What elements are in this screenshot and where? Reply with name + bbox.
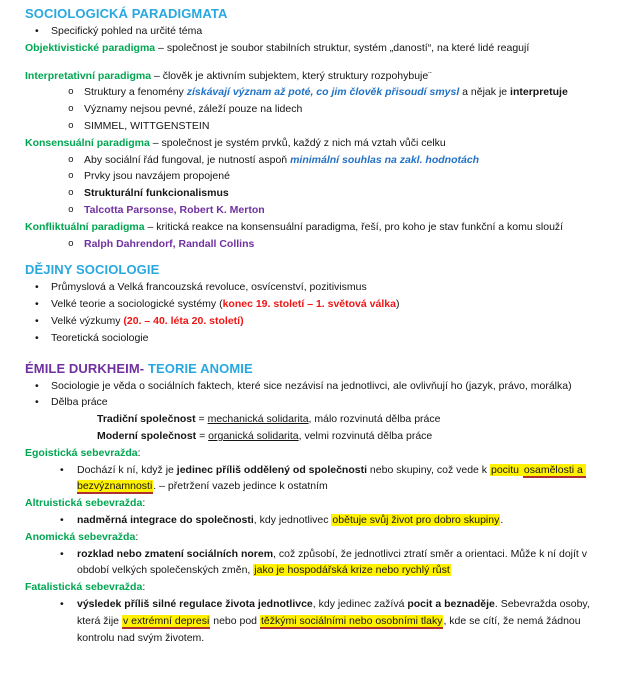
text-run: : (137, 446, 141, 459)
text-run: Dělba práce (51, 396, 108, 409)
bullet-marker-icon: o (68, 153, 74, 165)
text-run: – kritická reakce na konsensuální paradigma, řeší, pro koho je stav funkční a komu slouží (144, 220, 564, 233)
bullet-item (25, 279, 615, 296)
line-text (51, 296, 615, 313)
paragraph (25, 529, 615, 546)
sub-bullet-item (25, 152, 615, 169)
sub-bullet-item (25, 168, 615, 185)
text-run: , kdy jednotlivec (253, 513, 332, 526)
text-run: Sociologie je věda o sociálních faktech, které sice nezávisí na jednotlivci, ale ovlivňují ho (jazyk, právo, morálka) (51, 379, 572, 392)
text-run: Anomická sebevražda (25, 530, 136, 543)
text-run: , málo rozvinutá dělba práce (308, 413, 441, 426)
line-text (84, 185, 615, 202)
text-run: SIMMEL, WITTGENSTEIN (84, 119, 210, 132)
text-run: organická solidarita (208, 429, 299, 442)
text-run: výsledek příliš silné regulace života jednotlivce (77, 597, 313, 610)
text-run: . (500, 513, 504, 526)
line-text (51, 23, 615, 40)
paragraph (25, 219, 615, 236)
text-run: jako je hospodářská krize nebo rychlý růst (254, 564, 450, 577)
paragraph (25, 135, 615, 152)
bullet-marker-icon: • (60, 463, 64, 476)
bullet-marker-icon: o (68, 170, 74, 182)
line-text (84, 202, 615, 219)
indented-line (25, 411, 615, 428)
spacer (25, 57, 615, 68)
text-run: Konsensuální paradigma (25, 136, 150, 149)
bullet-item (25, 23, 615, 40)
text-run: nebo pod (210, 614, 260, 627)
sub-bullet-item (25, 185, 615, 202)
line-text (77, 596, 615, 646)
text-run: Struktury a fenomény (84, 86, 187, 99)
text-run: mechanická solidarita (207, 413, 309, 426)
text-run: konec 19. století – 1. světová válka (222, 298, 396, 311)
text-run: Specifický pohled na určité téma (51, 25, 203, 37)
text-run: Aby sociální řád fungoval, je nutností aspoň (84, 153, 291, 166)
sub-bullet-item (25, 118, 615, 135)
bullet-marker-icon: o (68, 237, 74, 249)
bullet-marker-icon: • (35, 379, 39, 392)
bullet-item (25, 378, 615, 395)
sub-bullet-item (25, 236, 615, 253)
line-text (77, 512, 615, 529)
text-run: SOCIOLOGICKÁ PARADIGMATA (25, 6, 228, 21)
line-text (51, 330, 615, 347)
text-run: a nějak je (459, 86, 511, 99)
text-run: rozklad nebo zmatení sociálních norem (77, 547, 274, 560)
bullet-marker-icon: • (35, 281, 39, 294)
bullet-marker-icon: o (68, 119, 74, 131)
bullet-marker-icon: o (68, 86, 74, 98)
text-run: = (196, 429, 209, 442)
text-run: Dochází k ní, když je (77, 463, 177, 476)
text-run: : (142, 581, 146, 594)
bullet-marker-icon: • (35, 314, 39, 327)
text-run: : (135, 530, 139, 543)
paragraph (25, 68, 615, 85)
text-run: minimální souhlas na zakl. hodnotách (290, 153, 480, 166)
bullet-marker-icon: o (68, 187, 74, 199)
text-run: získávají význam až poté, co jim člověk přisoudí smysl (186, 86, 460, 99)
sub-bullet-item (25, 84, 615, 101)
text-run: – společnost je soubor stabilních struktur, systém „daností“, na které lidé reagují (155, 41, 530, 54)
text-run: obětuje svůj život pro dobro skupiny (332, 513, 500, 526)
text-run: . – přetržení vazeb jedince k ostatním (153, 480, 328, 493)
text-run: Prvky jsou navzájem propojené (84, 170, 230, 183)
bullet-item (25, 296, 615, 313)
paragraph (25, 445, 615, 462)
line-text (84, 152, 615, 169)
bullet-item (25, 462, 615, 496)
text-run: DĚJINY SOCIOLOGIE (25, 262, 160, 278)
text-run: – člověk je aktivním subjektem, který struktury rozpohybuje¨ (151, 69, 432, 82)
text-run: , velmi rozvinutá dělba práce (298, 429, 433, 442)
document-body (25, 4, 615, 646)
text-run: Moderní společnost (97, 429, 197, 442)
bullet-marker-icon: • (60, 513, 64, 526)
line-text (51, 394, 615, 411)
spacer (25, 347, 615, 359)
text-run: Objektivistické paradigma (25, 41, 156, 54)
indented-line (25, 428, 615, 445)
bullet-marker-icon: o (68, 103, 74, 115)
text-run: Altruistická sebevražda (25, 497, 143, 510)
bullet-marker-icon: • (35, 396, 39, 409)
text-run: ) (395, 298, 400, 311)
text-run: nebo skupiny, což vede k (367, 463, 490, 476)
text-run: Průmyslová a Velká francouzská revoluce, osvícenství, pozitivismus (51, 281, 367, 294)
text-run: jedinec příliš oddělený od společnosti (176, 463, 368, 476)
text-run: Teoretická sociologie (51, 331, 149, 344)
text-run: Fatalistická sebevražda (25, 581, 143, 594)
text-run: Strukturální funkcionalismus (84, 187, 229, 200)
bullet-marker-icon: • (35, 298, 39, 311)
text-run: Talcotta Parsonse, Robert K. Merton (84, 203, 265, 216)
text-run: Egoistická sebevražda (25, 446, 138, 459)
text-run: Ralph Dahrendorf, Randall Collins (84, 237, 255, 250)
line-text (77, 462, 615, 496)
line-text (77, 546, 615, 580)
line-text (51, 378, 615, 395)
bullet-marker-icon: • (35, 331, 39, 344)
line-text (84, 168, 615, 185)
text-run: Významy nejsou pevné, záleží pouze na lidech (84, 103, 303, 116)
line-text (84, 84, 615, 101)
sub-bullet-item (25, 202, 615, 219)
bullet-item (25, 313, 615, 330)
bullet-marker-icon: • (35, 25, 39, 37)
line-text (84, 236, 615, 253)
text-run: Velké výzkumy (51, 314, 124, 327)
text-run: interpretuje (510, 86, 568, 99)
text-run: = (195, 413, 208, 426)
text-run: Konfliktuální paradigma (25, 220, 145, 233)
bullet-item (25, 330, 615, 347)
sub-bullet-item (25, 101, 615, 118)
bullet-item (25, 596, 615, 646)
line-text (51, 313, 615, 330)
line-text (84, 118, 615, 135)
text-run: . Sebevražda osoby, která žije (77, 597, 593, 627)
bullet-marker-icon: o (68, 203, 74, 215)
text-run: pocit a beznaděje (407, 597, 495, 610)
bullet-item (25, 394, 615, 411)
text-run: , což způsobí, že jednotlivci ztratí směr a orientaci. Může k ní dojít v období velkých společenských změn, (77, 547, 590, 577)
bullet-item (25, 512, 615, 529)
section-heading (25, 4, 615, 23)
section-heading (25, 260, 615, 279)
text-run: ÉMILE DURKHEIM- (25, 360, 148, 376)
bullet-item (25, 546, 615, 580)
text-run: osamělosti a bezvýznamnosti (77, 463, 586, 493)
text-run: nadměrná integrace do společnosti (77, 513, 254, 526)
text-run: v extrémní depresi (122, 614, 210, 627)
section-heading (25, 359, 615, 378)
text-run: Interpretativní paradigma (25, 69, 152, 82)
line-text (51, 279, 615, 296)
text-run: těžkými sociálními nebo osobními tlaky (260, 614, 443, 627)
text-run: Velké teorie a sociologické systémy ( (51, 298, 223, 311)
paragraph (25, 579, 615, 596)
text-run: Tradiční společnost (97, 413, 196, 426)
paragraph (25, 495, 615, 512)
text-run: : (142, 497, 146, 510)
bullet-marker-icon: • (60, 597, 64, 610)
spacer (25, 252, 615, 260)
text-run: (20. – 40. léta 20. století) (123, 314, 244, 327)
paragraph (25, 40, 615, 57)
text-run: , kdy jedinec zažívá (312, 597, 408, 610)
text-run: pocitu (490, 463, 522, 476)
text-run: TEORIE ANOMIE (147, 360, 253, 376)
bullet-marker-icon: • (60, 547, 64, 560)
text-run: – společnost je systém prvků, každý z nich má vztah vůči celku (149, 136, 446, 149)
text-run: , kde se cítí, že nemá žádnou kontrolu nad svým životem. (77, 614, 584, 644)
line-text (84, 101, 615, 118)
